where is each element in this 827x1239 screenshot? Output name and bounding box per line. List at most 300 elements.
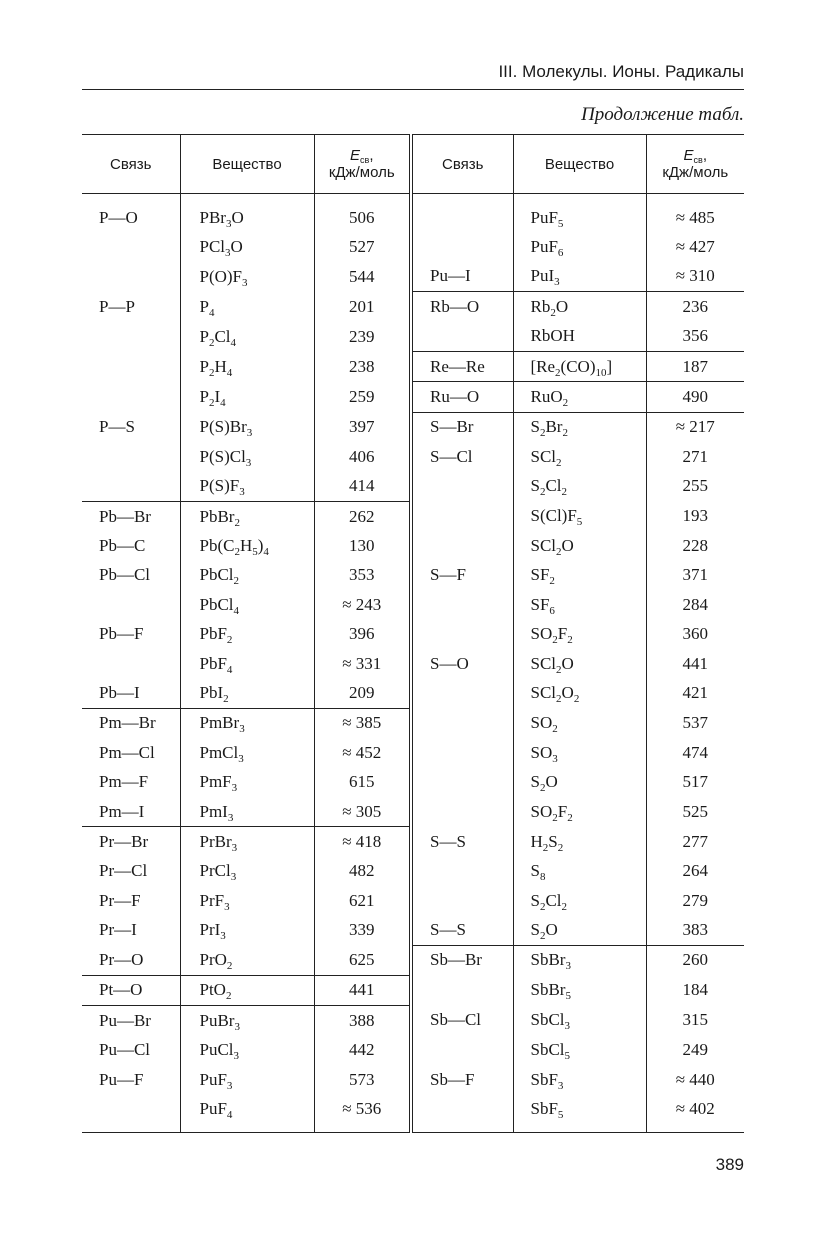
- formula-subscript: 10: [595, 366, 607, 379]
- row-bond: Pm—Cl: [99, 742, 155, 762]
- formula-subscript: 2: [561, 486, 568, 499]
- row-substance-right: $[Re_2(CO)_{10}]$: [513, 351, 646, 381]
- table-row: [82, 1094, 744, 1132]
- row-bond-right: [411, 886, 513, 915]
- formula-subscript: 3: [565, 960, 571, 973]
- row-substance-right: $SO_2F_2$: [513, 619, 646, 648]
- row-bond-right: S—Br: [411, 412, 513, 442]
- row-bond-right: Sb—Cl: [411, 1006, 513, 1036]
- row-substance: PrF$_3$: [180, 886, 314, 915]
- row-bond: [82, 649, 180, 678]
- row-energy: 130: [314, 531, 411, 560]
- row-bond-right: Re—Re: [411, 351, 513, 381]
- row-substance: PrI$_3$: [180, 915, 314, 945]
- formula-subscript: 4: [226, 1108, 233, 1121]
- row-bond: Pt—O: [82, 975, 180, 1005]
- row-bond: P—O: [99, 207, 138, 227]
- row-substance-right: $S_2O$: [513, 915, 646, 945]
- table-row: [82, 619, 744, 648]
- row-substance-right: $SCl_2O_2$: [513, 678, 646, 708]
- row-substance-right: SbBr$_5$: [513, 975, 646, 1005]
- row-bond: Pr—O: [99, 949, 144, 969]
- row-bond-right: S—O: [411, 649, 513, 678]
- table-row: [82, 561, 744, 590]
- formula-subscript: 3: [234, 1020, 240, 1033]
- formula-subscript: 2: [556, 693, 562, 706]
- table-row: [82, 351, 744, 381]
- table-continuation-note: Продолжение табл.: [581, 104, 744, 125]
- row-substance: $P(S)F_3$: [180, 472, 314, 502]
- row-energy: 544: [314, 262, 411, 292]
- row-substance-right: SCl$_2$O: [513, 531, 646, 560]
- row-bond: [82, 322, 180, 352]
- row-energy: 406: [314, 442, 411, 471]
- row-energy: 209: [314, 678, 411, 708]
- table-row: [82, 1065, 744, 1094]
- row-bond: P—S: [99, 417, 135, 437]
- table-body: [82, 194, 744, 1133]
- table-row: [82, 472, 744, 502]
- row-energy-right: ≈ 402: [646, 1094, 744, 1132]
- formula-subscript: 2: [567, 811, 573, 824]
- row-bond-right: S—S: [411, 915, 513, 945]
- table-row: [82, 945, 744, 975]
- row-energy-right: 537: [646, 708, 744, 738]
- formula-subscript: 3: [226, 1079, 233, 1092]
- row-energy: 339: [314, 915, 411, 945]
- row-bond: Pb—C: [99, 535, 146, 555]
- row-substance-right: SbF$_5$: [513, 1094, 646, 1132]
- formula-subscript: 4: [226, 663, 233, 676]
- formula-subscript: 2: [561, 900, 568, 913]
- formula-subscript: 5: [557, 217, 564, 230]
- row-bond-right: [411, 857, 513, 886]
- row-energy: 482: [314, 857, 411, 886]
- formula-subscript: 2: [552, 634, 558, 647]
- row-bond: Pr—I: [99, 920, 137, 940]
- energy-subscript-right: св: [693, 155, 703, 165]
- table-row: [82, 678, 744, 708]
- row-bond-right: [411, 797, 513, 827]
- formula-subscript: 3: [220, 930, 226, 943]
- row-substance: PBr$_3$O: [180, 194, 314, 233]
- row-bond: Pb—I: [99, 682, 140, 702]
- row-bond: Pb—Br: [82, 501, 180, 531]
- row-energy-right: 315: [646, 1006, 744, 1036]
- row-bond-right: [411, 501, 513, 531]
- row-bond: Pr—Cl: [99, 861, 148, 881]
- formula-subscript: 8: [539, 871, 546, 884]
- row-energy-right: 525: [646, 797, 744, 827]
- formula-subscript: 3: [225, 247, 231, 260]
- row-energy: 621: [314, 886, 411, 915]
- formula-subscript: 4: [233, 604, 240, 617]
- formula-subscript: 2: [208, 336, 215, 349]
- formula-subscript: 2: [234, 516, 240, 529]
- formula-subscript: 2: [539, 486, 546, 499]
- row-bond: Pm—F: [99, 772, 149, 792]
- table-row: [82, 797, 744, 827]
- row-substance: PmF$_3$: [180, 767, 314, 796]
- table-row: [82, 857, 744, 886]
- row-energy-right: 277: [646, 827, 744, 857]
- table-row: [82, 590, 744, 619]
- formula-subscript: 4: [230, 336, 237, 349]
- formula-subscript: 2: [539, 427, 546, 440]
- formula-subscript: 2: [552, 811, 558, 824]
- row-substance-right: SbBr$_3$: [513, 945, 646, 975]
- energy-unit: кДж/моль: [328, 164, 395, 181]
- row-energy: 201: [314, 292, 411, 322]
- formula-subscript: 2: [226, 959, 233, 972]
- row-bond-right: Ru—O: [411, 382, 513, 412]
- table-row: [82, 412, 744, 442]
- row-substance-right: SCl$_2$O: [513, 649, 646, 678]
- table-row: [82, 886, 744, 915]
- row-substance-right: $S_2O$: [513, 767, 646, 796]
- row-energy: 615: [314, 767, 411, 796]
- formula-subscript: 3: [557, 1079, 564, 1092]
- row-energy-right: 356: [646, 322, 744, 352]
- row-substance: $P(S)Cl_3$: [180, 442, 314, 471]
- row-energy-right: 279: [646, 886, 744, 915]
- column-header-energy: $E_{св}$, кДж/моль: [314, 135, 411, 194]
- row-substance: PrO$_2$: [180, 945, 314, 975]
- row-substance: PbCl$_4$: [180, 590, 314, 619]
- table-row: [82, 232, 744, 261]
- table-row: [82, 708, 744, 738]
- formula-subscript: 3: [225, 217, 232, 230]
- row-bond: [82, 1094, 180, 1132]
- table-row: [82, 1035, 744, 1064]
- row-energy: 442: [314, 1035, 411, 1064]
- row-energy-right: 228: [646, 531, 744, 560]
- row-substance: PmBr$_3$: [180, 708, 314, 738]
- formula-subscript: 5: [565, 990, 571, 1003]
- energy-symbol: E: [350, 147, 361, 164]
- row-substance-right: PuF$_5$: [513, 194, 646, 233]
- row-substance: PmCl$_3$: [180, 738, 314, 767]
- formula-subscript: 3: [552, 752, 558, 765]
- formula-subscript: 2: [226, 634, 233, 647]
- row-energy-right: ≈ 217: [646, 412, 744, 442]
- formula-subscript: 5: [252, 545, 258, 558]
- row-bond: [82, 232, 180, 261]
- table-header-row: [82, 135, 744, 194]
- row-substance: PuBr$_3$: [180, 1006, 314, 1036]
- row-bond: [82, 590, 180, 619]
- row-bond-right: [411, 767, 513, 796]
- column-header-bond: Связь: [82, 135, 180, 194]
- row-bond-right: [411, 194, 513, 233]
- formula-subscript: 3: [224, 900, 230, 913]
- bond-energy-table: [82, 134, 744, 1133]
- table-row: [82, 767, 744, 796]
- row-energy-right: 260: [646, 945, 744, 975]
- formula-subscript: 2: [208, 366, 215, 379]
- row-substance-right: $SF_2$: [513, 561, 646, 590]
- row-energy-right: 271: [646, 442, 744, 471]
- row-bond: [82, 382, 180, 412]
- row-energy: 259: [314, 382, 411, 412]
- row-bond-right: [411, 619, 513, 648]
- row-substance: PbI$_2$: [180, 678, 314, 708]
- row-energy: ≈ 536: [314, 1094, 411, 1132]
- formula-subscript: 3: [242, 276, 248, 289]
- row-substance: PbCl$_2$: [180, 561, 314, 590]
- row-substance-right: SCl$_2$: [513, 442, 646, 471]
- formula-subscript: 3: [554, 276, 560, 289]
- formula-subscript: 4: [208, 306, 215, 319]
- row-bond: P—P: [99, 296, 135, 316]
- row-substance-right: SbCl$_5$: [513, 1035, 646, 1064]
- row-substance: $P(S)Br_3$: [180, 412, 314, 442]
- row-energy: 238: [314, 351, 411, 381]
- row-energy: ≈ 418: [314, 827, 411, 857]
- row-substance: PuF$_4$: [180, 1094, 314, 1132]
- row-substance-right: $SO_2$: [513, 708, 646, 738]
- formula-subscript: 2: [539, 930, 546, 943]
- row-energy-right: ≈ 310: [646, 262, 744, 292]
- row-substance: PrBr$_3$: [180, 827, 314, 857]
- row-energy-right: 490: [646, 382, 744, 412]
- formula-subscript: 3: [231, 782, 238, 795]
- row-energy: 353: [314, 561, 411, 590]
- table-row: [82, 501, 744, 531]
- row-energy-right: 236: [646, 292, 744, 322]
- formula-subscript: 2: [556, 663, 562, 676]
- row-substance: PrCl$_3$: [180, 857, 314, 886]
- formula-subscript: 3: [230, 871, 237, 884]
- formula-subscript: 4: [226, 366, 233, 379]
- row-substance-right: SbCl$_3$: [513, 1006, 646, 1036]
- row-bond: [82, 442, 180, 471]
- row-energy-right: ≈ 485: [646, 194, 744, 233]
- row-bond: [82, 262, 180, 292]
- formula-subscript: 3: [231, 841, 238, 854]
- row-bond-right: [411, 1094, 513, 1132]
- formula-subscript: 2: [542, 841, 549, 854]
- row-substance-right: $H_2S_2$: [513, 827, 646, 857]
- row-substance-right: PuI$_3$: [513, 262, 646, 292]
- formula-subscript: 5: [557, 1108, 564, 1121]
- formula-subscript: 2: [549, 575, 555, 588]
- formula-subscript: 2: [557, 841, 564, 854]
- row-substance: PbF$_4$: [180, 649, 314, 678]
- row-substance-right: RbOH: [513, 322, 646, 352]
- table-row: [82, 322, 744, 352]
- row-bond-right: Pu—I: [411, 262, 513, 292]
- row-energy-right: 255: [646, 472, 744, 502]
- row-bond-right: Sb—F: [411, 1065, 513, 1094]
- row-energy: ≈ 452: [314, 738, 411, 767]
- row-energy-right: 421: [646, 678, 744, 708]
- row-bond: [82, 351, 180, 381]
- table-row: [82, 827, 744, 857]
- formula-subscript: 2: [573, 693, 580, 706]
- formula-subscript: 2: [539, 782, 546, 795]
- table-row: [82, 649, 744, 678]
- row-bond-right: [411, 708, 513, 738]
- row-substance: $P(O)F_3$: [180, 262, 314, 292]
- formula-subscript: 4: [263, 545, 269, 558]
- running-title: III. Молекулы. Ионы. Радикалы: [498, 62, 744, 81]
- row-bond: Pu—Br: [82, 1006, 180, 1036]
- row-energy: 397: [314, 412, 411, 442]
- row-bond: Pr—Br: [82, 827, 180, 857]
- formula-subscript: 2: [552, 723, 558, 736]
- row-energy: 262: [314, 501, 411, 531]
- row-bond-right: [411, 738, 513, 767]
- row-substance: $P_4$: [180, 292, 314, 322]
- table-row: [82, 262, 744, 292]
- formula-subscript: 6: [549, 604, 555, 617]
- table-row: [82, 292, 744, 322]
- row-substance-right: $S_2Br_2$: [513, 412, 646, 442]
- row-substance-right: $S_2Cl_2$: [513, 472, 646, 502]
- header-rule: [82, 89, 744, 90]
- row-energy: 414: [314, 472, 411, 502]
- row-bond: Pr—F: [99, 890, 141, 910]
- row-energy: 441: [314, 975, 411, 1005]
- table-row: [82, 194, 744, 233]
- row-bond: Pm—I: [99, 801, 145, 821]
- row-energy-right: 284: [646, 590, 744, 619]
- formula-subscript: 3: [233, 1050, 240, 1063]
- formula-subscript: 3: [245, 456, 252, 469]
- row-substance-right: $Rb_2O$: [513, 292, 646, 322]
- row-bond-right: [411, 232, 513, 261]
- formula-subscript: 5: [564, 1050, 571, 1063]
- row-substance: PtO$_2$: [180, 975, 314, 1005]
- row-energy-right: 187: [646, 351, 744, 381]
- row-substance: $P_2I_4$: [180, 382, 314, 412]
- row-energy: 239: [314, 322, 411, 352]
- table-row: [82, 442, 744, 471]
- row-bond-right: [411, 531, 513, 560]
- row-bond-right: [411, 678, 513, 708]
- row-energy-right: 371: [646, 561, 744, 590]
- formula-subscript: 2: [555, 366, 561, 379]
- row-substance: PbF$_2$: [180, 619, 314, 648]
- energy-unit-right: кДж/моль: [662, 164, 729, 181]
- formula-subscript: 2: [539, 900, 546, 913]
- row-bond-right: [411, 1035, 513, 1064]
- row-substance-right: RuO$_2$: [513, 382, 646, 412]
- row-energy: ≈ 243: [314, 590, 411, 619]
- formula-subscript: 3: [564, 1020, 571, 1033]
- row-energy-right: ≈ 427: [646, 232, 744, 261]
- row-bond-right: Rb—O: [411, 292, 513, 322]
- row-energy-right: 441: [646, 649, 744, 678]
- formula-subscript: 2: [562, 427, 568, 440]
- row-bond-right: [411, 590, 513, 619]
- row-energy: 573: [314, 1065, 411, 1094]
- row-substance: $P_2H_4$: [180, 351, 314, 381]
- formula-subscript: 4: [220, 397, 226, 410]
- row-bond-right: Sb—Br: [411, 945, 513, 975]
- formula-subscript: 5: [576, 516, 583, 529]
- row-bond-right: S—Cl: [411, 442, 513, 471]
- row-bond: Pb—F: [99, 624, 144, 644]
- column-header-substance: Вещество: [180, 135, 314, 194]
- row-energy: 506: [314, 194, 411, 233]
- formula-subscript: 6: [557, 247, 564, 260]
- row-substance: $Pb(C_2H_5)_4$: [180, 531, 314, 560]
- formula-subscript: 2: [562, 397, 569, 410]
- row-energy-right: 184: [646, 975, 744, 1005]
- row-substance: $P_2Cl_4$: [180, 322, 314, 352]
- row-bond: Pu—F: [99, 1069, 144, 1089]
- formula-subscript: 3: [246, 427, 253, 440]
- row-energy-right: 193: [646, 501, 744, 531]
- row-substance-right: $SO_3$: [513, 738, 646, 767]
- table-row: [82, 738, 744, 767]
- row-energy-right: 264: [646, 857, 744, 886]
- row-energy-right: ≈ 440: [646, 1065, 744, 1094]
- table-row: [82, 915, 744, 945]
- formula-subscript: 2: [550, 306, 556, 319]
- row-bond: Pb—Cl: [99, 565, 151, 585]
- formula-subscript: 2: [208, 397, 215, 410]
- row-substance-right: PuF$_6$: [513, 232, 646, 261]
- row-substance-right: $SO_2F_2$: [513, 797, 646, 827]
- row-substance: PuF$_3$: [180, 1065, 314, 1094]
- table-row: [82, 531, 744, 560]
- row-energy: ≈ 385: [314, 708, 411, 738]
- row-energy: ≈ 331: [314, 649, 411, 678]
- row-bond-right: [411, 322, 513, 352]
- row-substance: PbBr$_2$: [180, 501, 314, 531]
- row-substance-right: $S_8$: [513, 857, 646, 886]
- formula-subscript: 2: [234, 545, 240, 558]
- formula-subscript: 3: [239, 486, 245, 499]
- row-substance-right: SbF$_3$: [513, 1065, 646, 1094]
- row-energy: 527: [314, 232, 411, 261]
- formula-subscript: 2: [225, 990, 232, 1003]
- formula-subscript: 3: [238, 752, 244, 765]
- row-substance-right: $S(Cl)F_5$: [513, 501, 646, 531]
- energy-symbol-right: E: [683, 147, 694, 164]
- row-substance: PmI$_3$: [180, 797, 314, 827]
- row-energy: ≈ 305: [314, 797, 411, 827]
- column-header-energy-right: $E_{св}$, кДж/моль: [646, 135, 744, 194]
- row-energy-right: 517: [646, 767, 744, 796]
- table-row: [82, 382, 744, 412]
- formula-subscript: 3: [227, 811, 234, 824]
- row-substance: PuCl$_3$: [180, 1035, 314, 1064]
- row-bond-right: S—S: [411, 827, 513, 857]
- row-bond-right: [411, 975, 513, 1005]
- row-bond: [82, 472, 180, 502]
- row-substance: PCl$_3$O: [180, 232, 314, 261]
- formula-subscript: 2: [556, 456, 562, 469]
- table-row: [82, 1006, 744, 1036]
- row-substance-right: $S_2Cl_2$: [513, 886, 646, 915]
- row-energy: 396: [314, 619, 411, 648]
- row-bond: Pm—Br: [82, 708, 180, 738]
- row-energy-right: 474: [646, 738, 744, 767]
- page-number: 389: [715, 1155, 744, 1174]
- row-substance-right: $SF_6$: [513, 590, 646, 619]
- formula-subscript: 2: [223, 692, 229, 705]
- formula-subscript: 2: [556, 545, 562, 558]
- column-header-bond-right: Связь: [411, 135, 513, 194]
- formula-subscript: 3: [239, 723, 245, 736]
- row-bond-right: [411, 472, 513, 502]
- row-energy: 388: [314, 1006, 411, 1036]
- formula-subscript: 2: [233, 575, 240, 588]
